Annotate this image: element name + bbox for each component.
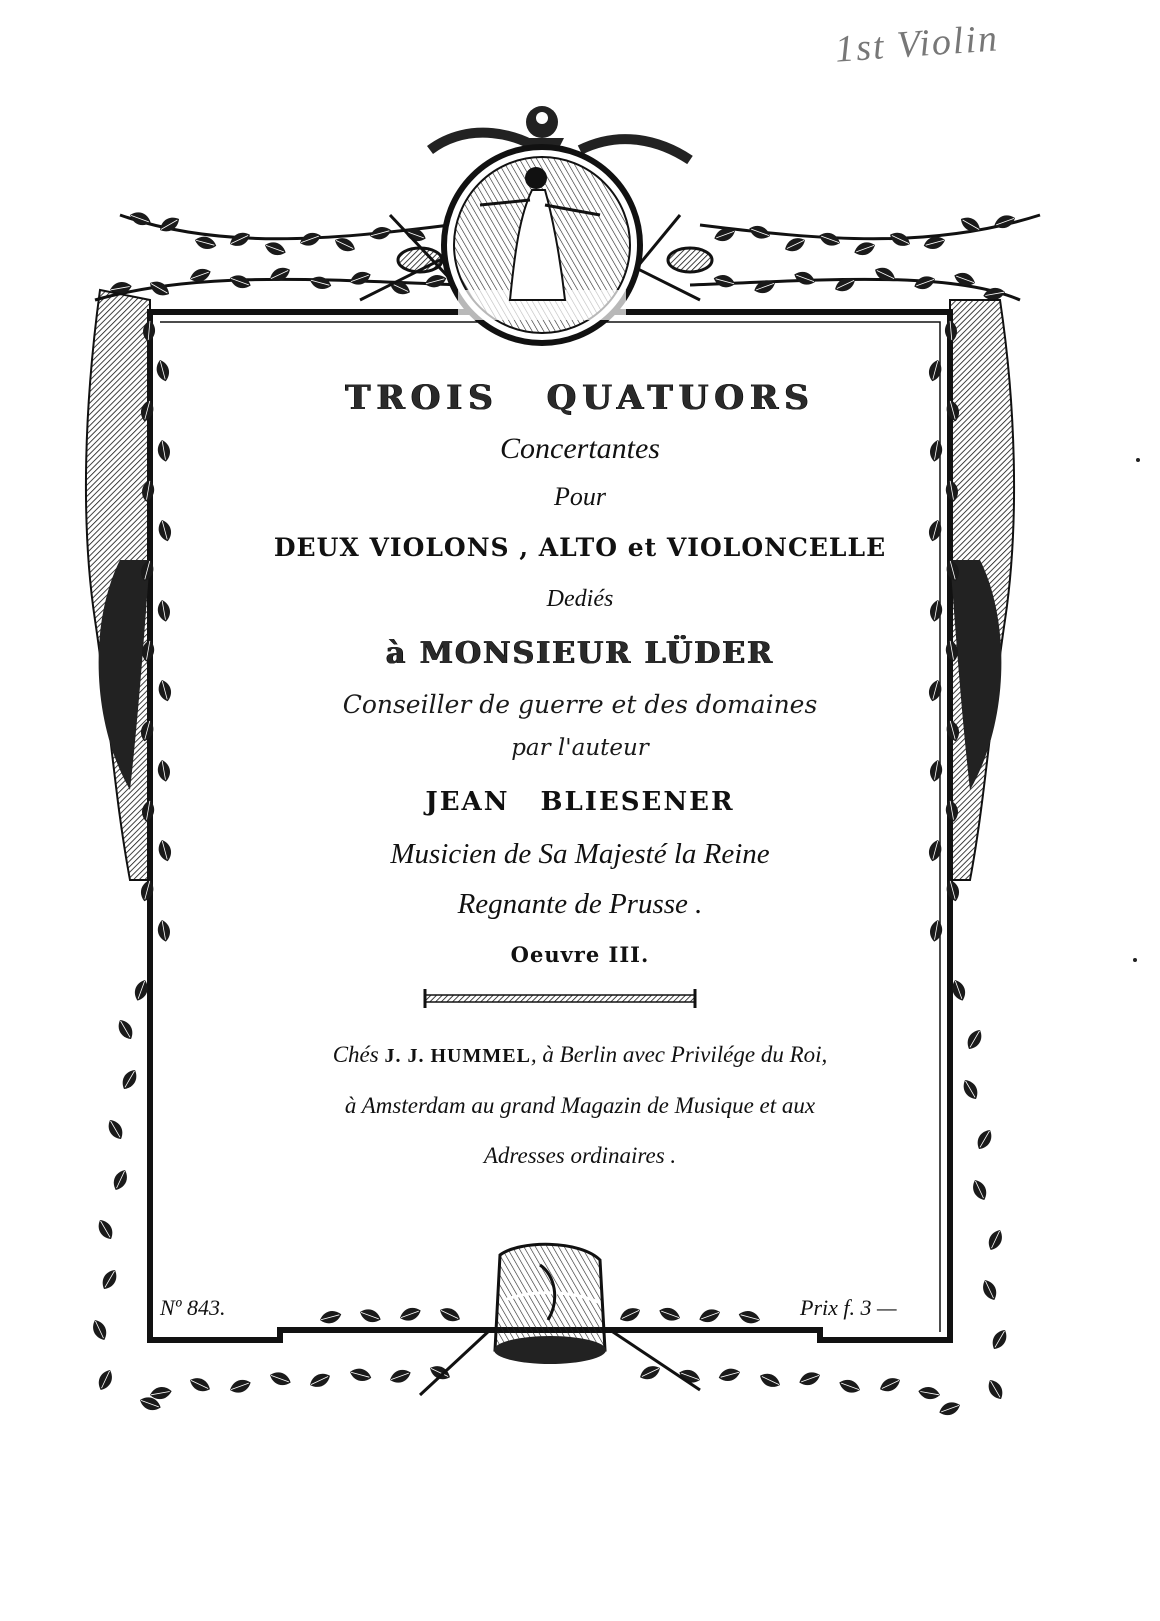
publisher-line-3: Adresses ordinaires .	[483, 1143, 677, 1168]
by-author: par l'auteur	[511, 735, 649, 761]
dedicatee: à MONSIEUR LÜDER	[385, 636, 775, 671]
publisher-name: J. J. HUMMEL	[384, 1045, 531, 1067]
divider-rule	[425, 989, 695, 1008]
top-leaves-right	[712, 212, 1017, 301]
publisher-imprint	[0, 1030, 1160, 1181]
opus-number: Oeuvre III.	[510, 942, 650, 967]
handwritten-note: 1st Violin	[833, 17, 1001, 71]
crest-ornament	[520, 106, 564, 150]
composer-role: Musicien de Sa Majesté la Reine	[390, 838, 770, 870]
price: Prix f. 3 —	[800, 1295, 897, 1320]
instrumentation: DEUX VIOLONS , ALTO et VIOLONCELLE	[273, 533, 887, 562]
dedicatee-position: Conseiller de guerre et des domaines	[342, 690, 818, 719]
page-title: TROIS QUATUORS	[345, 378, 815, 418]
dedication-label: Dediés	[546, 586, 614, 612]
plate-number: Nº 843.	[160, 1295, 226, 1320]
panel-border	[150, 312, 950, 1340]
subtitle-concertantes: Concertantes	[500, 432, 660, 465]
medallion	[444, 147, 640, 343]
composer-role-continued: Regnante de Prusse .	[457, 888, 703, 920]
publisher-city: , à Berlin avec Privilége du Roi,	[530, 1042, 828, 1067]
publisher-line-2: à Amsterdam au grand Magazin de Musique et aux	[344, 1093, 816, 1118]
publisher-prefix: Chés	[332, 1042, 379, 1067]
composer-name: JEAN BLIESENER	[425, 787, 735, 817]
subtitle-pour: Pour	[554, 482, 606, 511]
publisher-line-1	[0, 1030, 1160, 1081]
